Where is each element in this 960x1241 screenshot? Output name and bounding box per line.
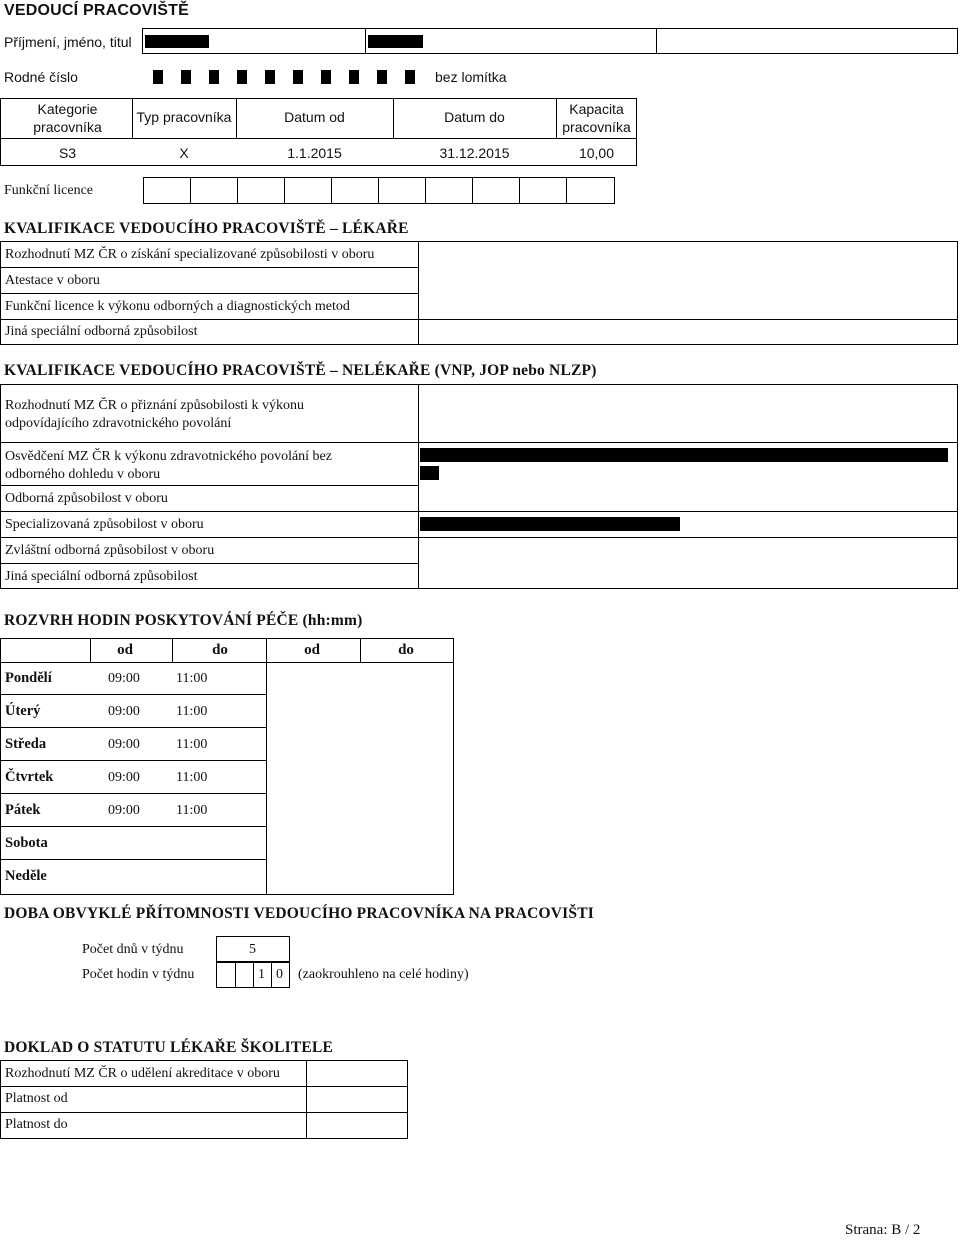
day-label: Úterý [5, 703, 41, 719]
dny-label: Počet dnů v týdnu [82, 942, 184, 957]
kval-lekare-row: Atestace v oboru [5, 273, 100, 288]
section-title-kval-nelekare: KVALIFIKACE VEDOUCÍHO PRACOVIŠTĚ – NELÉKAŘE (VNP, JOP nebo NLZP) [4, 362, 597, 379]
day-od: 09:00 [108, 770, 140, 785]
td-datum-od: 1.1.2015 [287, 145, 342, 161]
section-title-kval-lekare: KVALIFIKACE VEDOUCÍHO PRACOVIŠTĚ – LÉKAŘE [4, 220, 409, 237]
rozvrh-header-od1: od [117, 642, 133, 658]
hodiny-label: Počet hodin v týdnu [82, 967, 195, 982]
section-title-doklad: DOKLAD O STATUTU LÉKAŘE ŠKOLITELE [4, 1039, 334, 1056]
day-do: 11:00 [176, 803, 208, 818]
day-do: 11:00 [176, 737, 208, 752]
dny-value: 5 [249, 942, 256, 957]
kval-nelekare-row: Odborná způsobilost v oboru [5, 491, 168, 506]
licence-label: Funkční licence [4, 183, 94, 198]
td-datum-do: 31.12.2015 [439, 145, 510, 161]
rc-label: Rodné číslo [4, 69, 78, 85]
rc-suffix: bez lomítka [435, 69, 507, 85]
doklad-row: Platnost od [5, 1091, 68, 1106]
th-typ: Typ pracovníka [136, 109, 232, 125]
kval-lekare-row: Funkční licence k výkonu odborných a diagnostických metod [5, 299, 350, 314]
day-od: 09:00 [108, 737, 140, 752]
day-label: Sobota [5, 835, 48, 851]
th-kapacita: Kapacita pracovníka [562, 101, 631, 135]
day-od: 09:00 [108, 671, 140, 686]
rozvrh-header-do1: do [212, 642, 228, 658]
section-title-rozvrh: ROZVRH HODIN POSKYTOVÁNÍ PÉČE (hh:mm) [4, 612, 363, 629]
kval-nelekare-row2-line2: odborného dohledu v oboru [5, 467, 161, 482]
doklad-row: Platnost do [5, 1117, 68, 1132]
hodiny-digit-2: 0 [276, 967, 283, 982]
td-typ: X [179, 145, 189, 161]
day-label: Pátek [5, 802, 41, 818]
section-title-doba: DOBA OBVYKLÉ PŘÍTOMNOSTI VEDOUCÍHO PRACOVNÍKA NA PRACOVIŠTI [4, 905, 594, 922]
kval-lekare-row: Jiná speciální odborná způsobilost [5, 324, 198, 339]
kval-lekare-row: Rozhodnutí MZ ČR o získání specializované způsobilosti v oboru [5, 247, 375, 262]
hodiny-digit-1: 1 [258, 967, 265, 982]
hodiny-note: (zaokrouhleno na celé hodiny) [298, 967, 469, 982]
th-kategorie: Kategorie pracovníka [33, 101, 102, 135]
day-od: 09:00 [108, 704, 140, 719]
kval-nelekare-row: Jiná speciální odborná způsobilost [5, 569, 198, 584]
section-title-vedouci: VEDOUCÍ PRACOVIŠTĚ [4, 2, 189, 19]
day-do: 11:00 [176, 671, 208, 686]
name-label: Příjmení, jméno, titul [4, 34, 132, 50]
kval-nelekare-row1-line2: odpovídajícího zdravotnického povolání [5, 416, 232, 431]
day-od: 09:00 [108, 803, 140, 818]
name-field[interactable] [142, 28, 958, 54]
kval-nelekare-row: Specializovaná způsobilost v oboru [5, 517, 204, 532]
day-label: Neděle [5, 868, 47, 884]
redacted-osvedceni-line1 [420, 448, 948, 462]
day-do: 11:00 [176, 770, 208, 785]
kval-nelekare-row: Zvláštní odborná způsobilost v oboru [5, 543, 215, 558]
day-label: Středa [5, 736, 47, 752]
th-datum-od: Datum od [284, 109, 345, 125]
day-label: Pondělí [5, 670, 52, 686]
rozvrh-header-do2: do [398, 642, 414, 658]
th-datum-do: Datum do [444, 109, 505, 125]
page-number: Strana: B / 2 [845, 1222, 921, 1238]
td-kategorie: S3 [58, 145, 77, 161]
kval-nelekare-row2-line1: Osvědčení MZ ČR k výkonu zdravotnického povolání bez [5, 449, 332, 464]
redacted-firstname [368, 35, 423, 48]
day-label: Čtvrtek [5, 769, 54, 785]
rozvrh-table [0, 638, 454, 895]
licence-code-field[interactable] [143, 177, 615, 204]
rozvrh-header-od2: od [304, 642, 320, 658]
redacted-surname [145, 35, 209, 48]
day-do: 11:00 [176, 704, 208, 719]
kval-nelekare-row1-line1: Rozhodnutí MZ ČR o přiznání způsobilosti k výkonu [5, 398, 305, 413]
td-kapacita: 10,00 [578, 145, 615, 161]
doklad-row: Rozhodnutí MZ ČR o udělení akreditace v oboru [5, 1066, 280, 1081]
redacted-specializovana [420, 517, 680, 531]
redacted-osvedceni-line2 [420, 466, 439, 480]
